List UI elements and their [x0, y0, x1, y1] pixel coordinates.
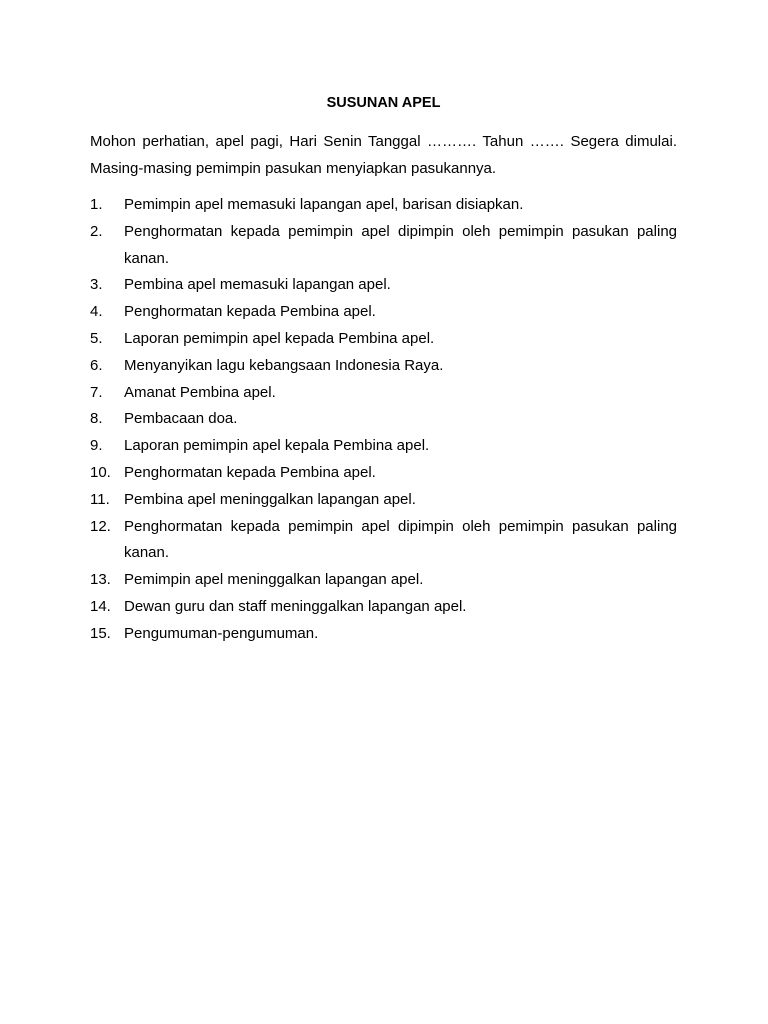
list-item	[90, 192, 677, 219]
step-number: 12.	[90, 517, 111, 535]
list-item	[90, 219, 677, 273]
document-title: SUSUNAN APEL	[326, 95, 441, 111]
list-item	[90, 594, 677, 621]
step-text: Pengumuman-pengumuman.	[124, 624, 319, 642]
list-item	[90, 326, 677, 353]
step-number: 9.	[90, 437, 103, 455]
step-text: Laporan pemimpin apel kepala Pembina apel.	[124, 437, 430, 455]
step-number: 11.	[90, 490, 110, 508]
list-item	[90, 460, 677, 487]
step-text: Pemimpin apel meninggalkan lapangan apel.	[124, 571, 424, 589]
step-text: Laporan pemimpin apel kepada Pembina apel.	[124, 329, 435, 347]
list-item	[90, 353, 677, 380]
step-number: 1.	[90, 196, 103, 213]
step-text: Pemimpin apel memasuki lapangan apel, barisan disiapkan.	[124, 196, 524, 213]
step-text: Pembacaan doa.	[124, 410, 238, 428]
document-page	[90, 93, 677, 648]
steps-list	[90, 192, 677, 648]
step-number: 4.	[90, 303, 103, 321]
list-item	[90, 567, 677, 594]
step-number: 7.	[90, 383, 103, 401]
list-item	[90, 406, 677, 433]
step-text: Penghormatan kepada Pembina apel.	[124, 303, 376, 321]
list-item	[90, 272, 677, 299]
list-item	[90, 514, 677, 568]
step-number: 2.	[90, 222, 103, 240]
step-number: 14.	[90, 597, 111, 615]
list-item	[90, 621, 677, 648]
step-text: Penghormatan kepada pemimpin apel dipimpin oleh pemimpin pasukan paling kanan.	[124, 222, 677, 267]
step-text: Pembina apel meninggalkan lapangan apel.	[124, 490, 416, 508]
step-text: Pembina apel memasuki lapangan apel.	[124, 276, 391, 294]
list-item	[90, 433, 677, 460]
intro-paragraph: Mohon perhatian, apel pagi, Hari Senin Tanggal ………. Tahun ……. Segera dimulai. Masing-masing pemimpin pasukan menyiapkan pasukannya.	[90, 133, 677, 177]
list-item	[90, 299, 677, 326]
step-number: 15.	[90, 624, 111, 642]
step-number: 6.	[90, 356, 103, 374]
step-text: Menyanyikan lagu kebangsaan Indonesia Raya.	[124, 356, 444, 374]
step-number: 5.	[90, 329, 103, 347]
list-item	[90, 487, 677, 514]
step-number: 8.	[90, 410, 103, 428]
step-number: 10.	[90, 463, 111, 481]
step-number: 3.	[90, 276, 103, 294]
step-text: Amanat Pembina apel.	[124, 383, 276, 401]
step-text: Penghormatan kepada Pembina apel.	[124, 463, 376, 481]
step-number: 13.	[90, 571, 111, 589]
step-text: Dewan guru dan staff meninggalkan lapangan apel.	[124, 597, 467, 615]
list-item	[90, 380, 677, 407]
step-text: Penghormatan kepada pemimpin apel dipimpin oleh pemimpin pasukan paling kanan.	[124, 517, 677, 562]
